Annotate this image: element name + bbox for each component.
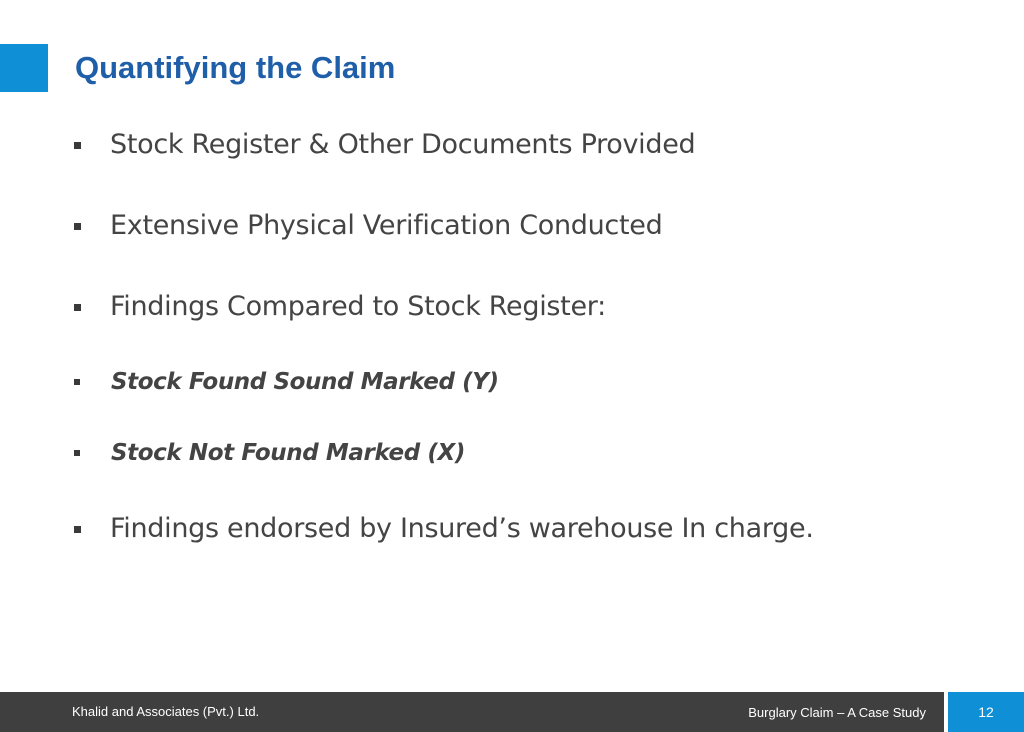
bullet-text: Stock Register & Other Documents Provided [110, 129, 696, 160]
bullet-item [74, 362, 974, 402]
bullet-item [74, 125, 974, 165]
footer-company-name: Khalid and Associates (Pvt.) Ltd. [72, 704, 260, 719]
bullet-text: Stock Found Sound Marked (Y) [111, 369, 499, 395]
bullet-item [74, 433, 974, 473]
square-bullet-icon [74, 379, 80, 385]
slide-title: Quantifying the Claim [75, 50, 396, 85]
square-bullet-icon [74, 223, 81, 230]
square-bullet-icon [74, 142, 81, 149]
bullet-item [74, 509, 974, 549]
page-number-box [944, 692, 1024, 732]
bullet-text: Findings endorsed by Insured’s warehouse In charge. [110, 513, 814, 544]
bullet-item [74, 206, 974, 246]
footer-bar [0, 692, 1024, 732]
page-number: 12 [978, 704, 994, 720]
bullet-item [74, 287, 974, 327]
bullet-text: Extensive Physical Verification Conducted [110, 210, 663, 241]
square-bullet-icon [74, 304, 81, 311]
square-bullet-icon [74, 526, 81, 533]
footer-presentation-title: Burglary Claim – A Case Study [748, 705, 926, 720]
bullet-text: Findings Compared to Stock Register: [110, 291, 606, 322]
square-bullet-icon [74, 450, 80, 456]
bullet-text: Stock Not Found Marked (X) [111, 440, 465, 466]
